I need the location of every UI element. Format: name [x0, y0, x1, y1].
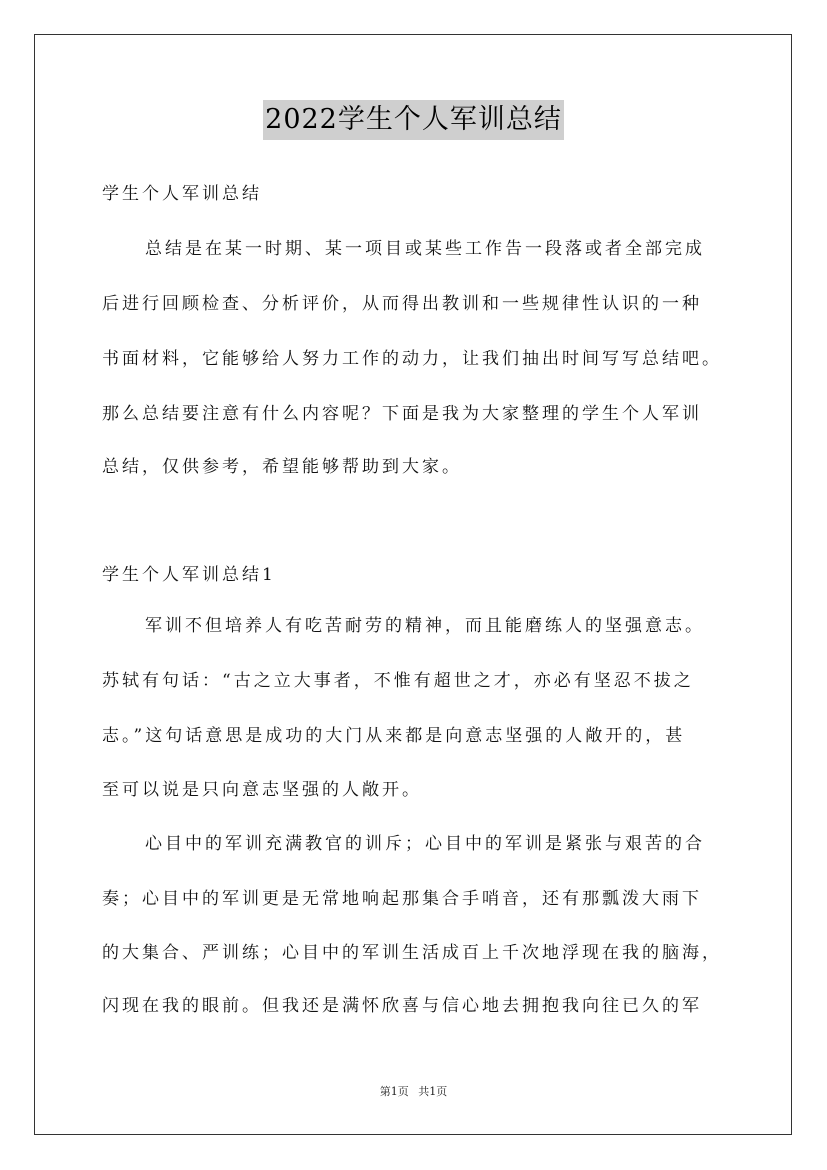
intro-line: 书面材料，它能够给人努力工作的动力，让我们抽出时间写写总结吧。 [102, 349, 722, 369]
paragraph-2-line: 心目中的军训充满教官的训斥；心目中的军训是紧张与艰苦的合 [145, 834, 705, 854]
paragraph-2-line: 的大集合、严训练；心目中的军训生活成百上千次地浮现在我的脑海， [102, 943, 722, 963]
paragraph-1-line: 苏轼有句话：“古之立大事者，不惟有超世之才，亦必有坚忍不拔之 [102, 671, 694, 691]
total-pages: 共1页 [418, 1085, 448, 1098]
page-number: 第1页 [379, 1085, 409, 1098]
page-footer [0, 1084, 827, 1100]
paragraph-1-line: 至可以说是只向意志坚强的人敞开。 [102, 780, 422, 800]
intro-line: 那么总结要注意有什么内容呢？下面是我为大家整理的学生个人军训 [102, 404, 702, 424]
intro-line: 总结是在某一时期、某一项目或某些工作告一段落或者全部完成 [145, 239, 705, 259]
intro-line: 后进行回顾检查、分析评价，从而得出教训和一些规律性认识的一种 [102, 294, 702, 314]
paragraph-2-line: 奏；心目中的军训更是无常地响起那集合手哨音，还有那瓢泼大雨下 [102, 889, 702, 909]
document-title: 2022学生个人军训总结 [263, 100, 564, 140]
paragraph-2-line: 闪现在我的眼前。但我还是满怀欣喜与信心地去拥抱我向往已久的军 [102, 996, 702, 1016]
paragraph-1-line: 志。”这句话意思是成功的大门从来都是向意志坚强的人敞开的，甚 [102, 726, 686, 746]
section-heading-1: 学生个人军训总结1 [102, 565, 276, 585]
section-heading-intro: 学生个人军训总结 [102, 184, 262, 204]
title-container [0, 100, 827, 140]
intro-line: 总结，仅供参考，希望能够帮助到大家。 [102, 457, 462, 477]
paragraph-1-line: 军训不但培养人有吃苦耐劳的精神，而且能磨练人的坚强意志。 [145, 616, 705, 636]
